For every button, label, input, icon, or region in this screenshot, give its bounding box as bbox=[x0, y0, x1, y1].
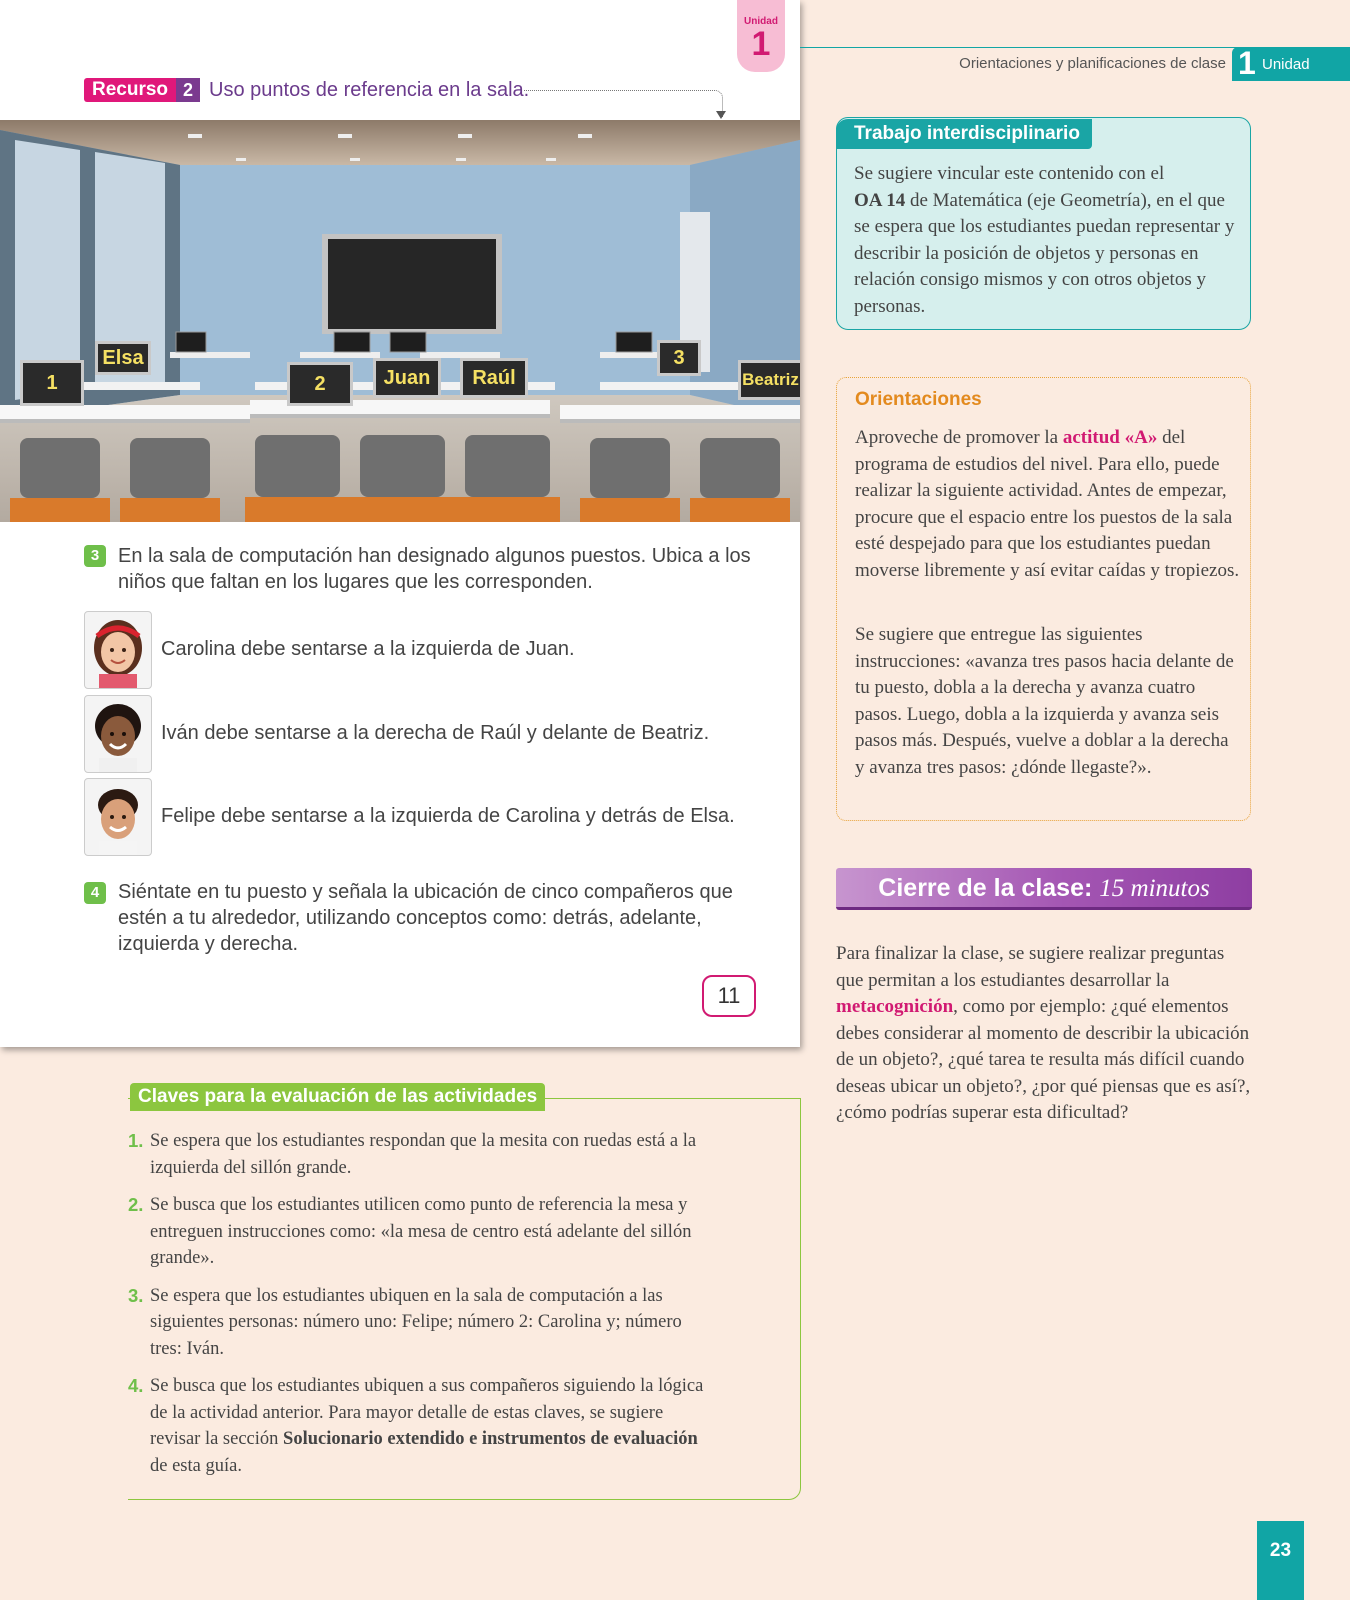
clave-line: Se espera que los estudiantes respondan que la mesita con ruedas está a la bbox=[150, 1131, 697, 1151]
claves-title: Claves para la evaluación de las actividades bbox=[130, 1083, 545, 1111]
clave-item bbox=[128, 1128, 788, 1181]
clave-item bbox=[128, 1373, 788, 1479]
exercise-3-line-2: niños que faltan en los lugares que les corresponden. bbox=[118, 571, 593, 593]
orient-p1-post: del programa de estudios del nivel. Para ello, puede realizar la siguiente actividad. Antes de empezar, procure que el espacio entre los puestos de la sala esté despejado para que los estudiantes puedan moverse libremente y así evitar caídas y tropiezos. bbox=[855, 427, 1240, 581]
exercise-3-line-1: En la sala de computación han designado algunos puestos. Ubica a los bbox=[118, 545, 751, 567]
clave-line: izquierda del sillón grande. bbox=[150, 1157, 352, 1178]
classroom-photo bbox=[0, 120, 800, 522]
clave-line: Se espera que los estudiantes ubiquen en la sala de computación a las bbox=[150, 1285, 663, 1306]
student-book-page bbox=[0, 0, 800, 1047]
unit-badge bbox=[1232, 47, 1350, 81]
kid-photo-carolina bbox=[84, 611, 152, 689]
unit-tab-number: 1 bbox=[751, 25, 771, 63]
clave-item bbox=[128, 1283, 788, 1363]
unit-tab bbox=[737, 0, 785, 72]
interdis-text-pre: Se sugiere vincular este contenido con el bbox=[854, 163, 1165, 184]
clave-number: 4. bbox=[128, 1375, 144, 1396]
orientaciones-paragraph-1 bbox=[855, 425, 1240, 584]
orientaciones-paragraph-2: Se sugiere que entregue las siguientes instrucciones: «avanza tres pasos hacia delante de tu puesto, dobla a la derecha y avanza cuatro pasos. Luego, dobla a la izquierda y avanza seis pasos más. Después, vuelve a doblar a la derecha y avanza tres pasos: ¿dónde llegaste?». bbox=[855, 624, 1234, 778]
cierre-title bbox=[836, 868, 1252, 909]
arrow-down-icon bbox=[716, 111, 726, 119]
exercise-4-text bbox=[118, 879, 733, 957]
kid-photo-felipe bbox=[84, 778, 152, 856]
classroom-illustration bbox=[0, 120, 800, 522]
cierre-duration: 15 minutos bbox=[1099, 875, 1210, 902]
unit-badge-number: 1 bbox=[1238, 45, 1256, 81]
kid-photo-ivan bbox=[84, 695, 152, 773]
name-tag-raul: Raúl bbox=[460, 358, 528, 398]
clave-number: 2. bbox=[128, 1194, 144, 1215]
running-header: Orientaciones y planificaciones de clase bbox=[959, 55, 1226, 72]
unit-tab-label: Unidad bbox=[744, 16, 778, 27]
resource-number: 2 bbox=[176, 78, 200, 102]
cierre-title-text: Cierre de la clase: bbox=[878, 874, 1093, 902]
clave-line: revisar la sección bbox=[150, 1429, 284, 1449]
clave-line: Se busca que los estudiantes utilicen como punto de referencia la mesa y bbox=[150, 1195, 688, 1215]
clave-line: Se busca que los estudiantes ubiquen a sus compañeros siguiendo la lógica bbox=[150, 1376, 704, 1396]
exercise-4-line-3: izquierda y derecha. bbox=[118, 933, 299, 955]
clave-line: entreguen instrucciones como: «la mesa de centro está adelante del sillón bbox=[150, 1221, 692, 1242]
name-tag-beatriz: Beatriz bbox=[738, 360, 800, 400]
actitud-highlight: actitud «A» bbox=[1062, 427, 1158, 448]
page-folio: 23 bbox=[1257, 1521, 1304, 1600]
name-tag-1: 1 bbox=[20, 360, 84, 406]
clave-line: de la actividad anterior. Para mayor detalle de estas claves, se sugiere bbox=[150, 1402, 664, 1423]
metacognicion-highlight: metacognición bbox=[836, 996, 954, 1017]
unit-badge-label: Unidad bbox=[1262, 56, 1310, 73]
clave-line: siguientes personas: número uno: Felipe; número 2: Carolina y; número bbox=[150, 1312, 682, 1332]
interdisciplinary-title: Trabajo interdisciplinario bbox=[836, 119, 1092, 149]
exercise-4-line-2: estén a tu alrededor, utilizando conceptos como: detrás, adelante, bbox=[118, 907, 702, 929]
resource-heading bbox=[84, 77, 529, 103]
clave-number: 3. bbox=[128, 1284, 144, 1306]
cierre-text-pre: Para finalizar la clase, se sugiere realizar preguntas que permitan a los estudiantes desarrollar la bbox=[836, 943, 1225, 991]
orient-p1-pre: Aproveche de promover la bbox=[855, 427, 1063, 448]
solucionario-reference: Solucionario extendido e instrumentos de evaluación bbox=[283, 1429, 698, 1449]
kid-instruction-felipe: Felipe debe sentarse a la izquierda de Carolina y detrás de Elsa. bbox=[161, 805, 735, 827]
clave-number: 1. bbox=[128, 1130, 144, 1151]
exercise-4-number: 4 bbox=[84, 882, 106, 904]
interdisciplinary-text bbox=[854, 161, 1244, 320]
oa-reference: OA 14 bbox=[854, 189, 906, 211]
orientaciones-title: Orientaciones bbox=[855, 389, 982, 410]
dotted-connector bbox=[524, 90, 723, 117]
resource-title: Uso puntos de referencia en la sala. bbox=[209, 78, 530, 101]
clave-line: tres: Iván. bbox=[150, 1338, 224, 1359]
resource-badge: Recurso bbox=[84, 78, 176, 102]
cierre-text-post: , como por ejemplo: ¿qué elementos debes considerar al momento de describir la ubicación de un objeto?, ¿qué tarea te resulta más difícil cuando deseas ubicar un objeto?, ¿por qué piensas que es así?, ¿cómo podrías superar esta dificultad? bbox=[836, 996, 1251, 1123]
name-tag-2: 2 bbox=[287, 362, 353, 406]
exercise-3-text bbox=[118, 543, 751, 595]
interdis-text-post: de Matemática (eje Geometría), en el que se espera que los estudiantes puedan representar y describir la posición de objetos y personas en relación consigo mismos y con otros objetos y personas. bbox=[854, 189, 1235, 317]
exercise-3-number: 3 bbox=[84, 545, 106, 567]
name-tag-juan: Juan bbox=[373, 358, 441, 398]
kid-instruction-ivan: Iván debe sentarse a la derecha de Raúl y delante de Beatriz. bbox=[161, 722, 710, 744]
kid-instruction-carolina: Carolina debe sentarse a la izquierda de Juan. bbox=[161, 638, 575, 660]
clave-item bbox=[128, 1192, 788, 1272]
book-page-number: 11 bbox=[702, 975, 756, 1017]
name-tag-elsa: Elsa bbox=[95, 341, 151, 375]
cierre-text bbox=[836, 941, 1256, 1127]
exercise-4-line-1: Siéntate en tu puesto y señala la ubicación de cinco compañeros que bbox=[118, 881, 733, 903]
clave-line: de esta guía. bbox=[150, 1455, 242, 1476]
claves-list bbox=[128, 1128, 788, 1490]
name-tag-3: 3 bbox=[657, 340, 701, 376]
clave-line: grande». bbox=[150, 1248, 215, 1268]
